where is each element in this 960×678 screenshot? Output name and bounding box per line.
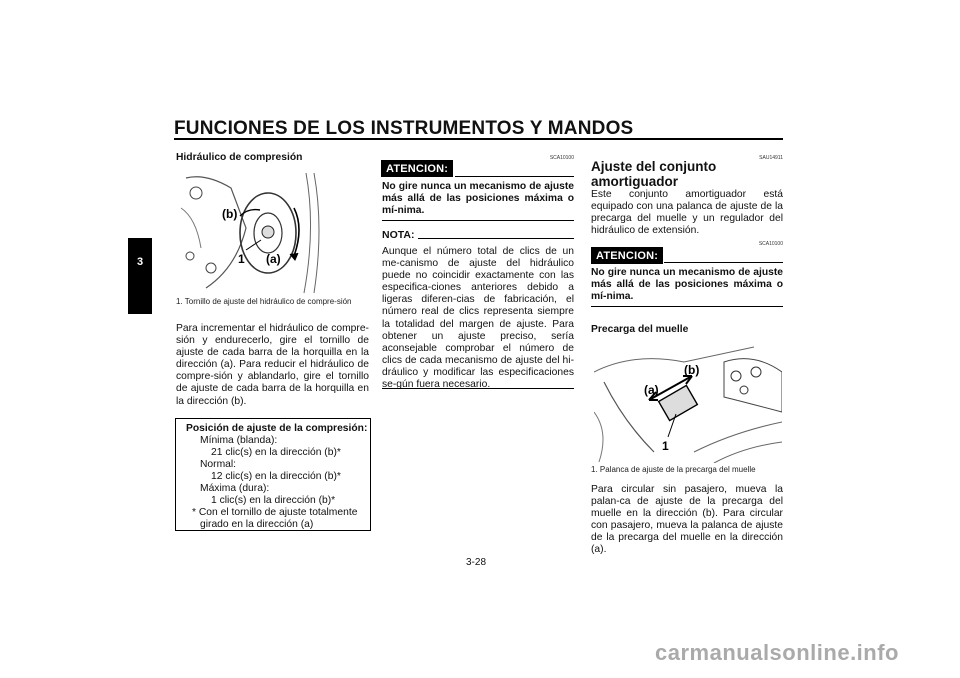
preload-body: Para circular sin pasajero, mueva la palan-ca de ajuste de la precarga del muelle en la dirección (b). Para circular con pasajero, mueva la palanca de ajuste de la precarga del muelle en la dirección (a).	[591, 484, 783, 556]
col3-code-2: SCA10100	[758, 241, 783, 247]
shock-heading-line2: amortiguador	[591, 174, 679, 189]
nota-label: NOTA:	[382, 229, 415, 241]
watermark: carmanualsonline.info	[655, 640, 899, 665]
shock-intro: Este conjunto amortiguador está equipado con una palanca de ajuste de la precarga del muelle y un regulador del hidráulico de extensión.	[591, 189, 783, 237]
compression-settings-box	[175, 418, 371, 531]
fig1-label-b: (b)	[222, 207, 238, 221]
fig1-caption	[176, 297, 366, 307]
col3-warning-rule	[591, 306, 783, 307]
fig2-label-1: 1	[662, 439, 669, 453]
fig2-caption	[591, 465, 783, 475]
col2-atencion-rule	[455, 176, 574, 177]
fork-compression-figure	[176, 168, 326, 295]
col2-warning: No gire nunca un mecanismo de ajuste más allá de las posiciones máxima o mí-nima.	[382, 181, 574, 217]
nota-body: Aunque el número total de clics de un me-canismo de ajuste del hidráulico puede no coincidir exactamente con las especifica-ciones anteriores debido a ligeras diferen-cias de fabricación, el número real de clics representa siempre la totalidad del margen de ajuste. Para obtener un ajuste preciso, sería aconsejable comprobar el número de clics de cada mecanismo de ajuste del hi-dráulico y modificar las especificaciones se-gún fuera necesario.	[382, 246, 574, 391]
col3-code-1: SAU14911	[759, 155, 783, 161]
title-rule	[174, 138, 783, 140]
fig1-label-1: 1	[238, 252, 245, 266]
col3-atencion-rule	[664, 262, 783, 263]
box-max-label: Máxima (dura):	[200, 483, 270, 494]
col2-code: SCA10100	[549, 155, 574, 161]
box-title: Posición de ajuste de la compresión:	[186, 423, 368, 434]
box-min-label: Mínima (blanda):	[200, 435, 278, 446]
page-title: FUNCIONES DE LOS INSTRUMENTOS Y MANDOS	[174, 118, 634, 139]
fig1-label-a: (a)	[266, 252, 281, 266]
preload-heading: Precarga del muelle	[591, 324, 689, 335]
nota-end-rule	[382, 388, 574, 389]
nota-rule	[418, 238, 574, 239]
box-note-2: girado en la dirección (a)	[200, 519, 314, 530]
fig2-caption-text: Palanca de ajuste de la precarga del muelle	[599, 465, 756, 474]
section-tab	[128, 238, 152, 314]
col3-warning: No gire nunca un mecanismo de ajuste más allá de las posiciones máxima o mí-nima.	[591, 267, 783, 303]
box-normal-value: 12 clic(s) en la dirección (b)*	[211, 471, 341, 482]
section-number: 3	[136, 256, 144, 268]
col2-atencion-badge: ATENCION:	[381, 160, 453, 177]
box-min-value: 21 clic(s) en la dirección (b)*	[211, 447, 341, 458]
col3-atencion-badge: ATENCION:	[591, 247, 663, 264]
box-normal-label: Normal:	[200, 459, 237, 470]
compression-heading: Hidráulico de compresión	[176, 152, 303, 163]
fig1-caption-text: Tornillo de ajuste del hidráulico de compre-sión	[184, 297, 352, 306]
preload-figure	[594, 342, 782, 463]
shock-heading-line1: Ajuste del conjunto	[591, 159, 717, 174]
col2-warning-rule	[382, 220, 574, 221]
fig2-label-b: (b)	[684, 363, 700, 377]
compression-body: Para incrementar el hidráulico de compre-sión y endurecerlo, gire el tornillo de ajuste de cada barra de la horquilla en la dirección (a). Para reducir el hidráulico de compre-sión y ablandarlo, gire el tornillo de ajuste de cada barra de la horquilla en la dirección (b).	[176, 323, 369, 407]
fig2-label-a: (a)	[644, 383, 659, 397]
fig2-caption-num: 1.	[591, 465, 598, 474]
page-number: 3-28	[466, 557, 487, 568]
box-max-value: 1 clic(s) en la dirección (b)*	[211, 495, 336, 506]
fig1-caption-num: 1.	[176, 297, 183, 306]
box-note-1: * Con el tornillo de ajuste totalmente	[192, 507, 358, 518]
